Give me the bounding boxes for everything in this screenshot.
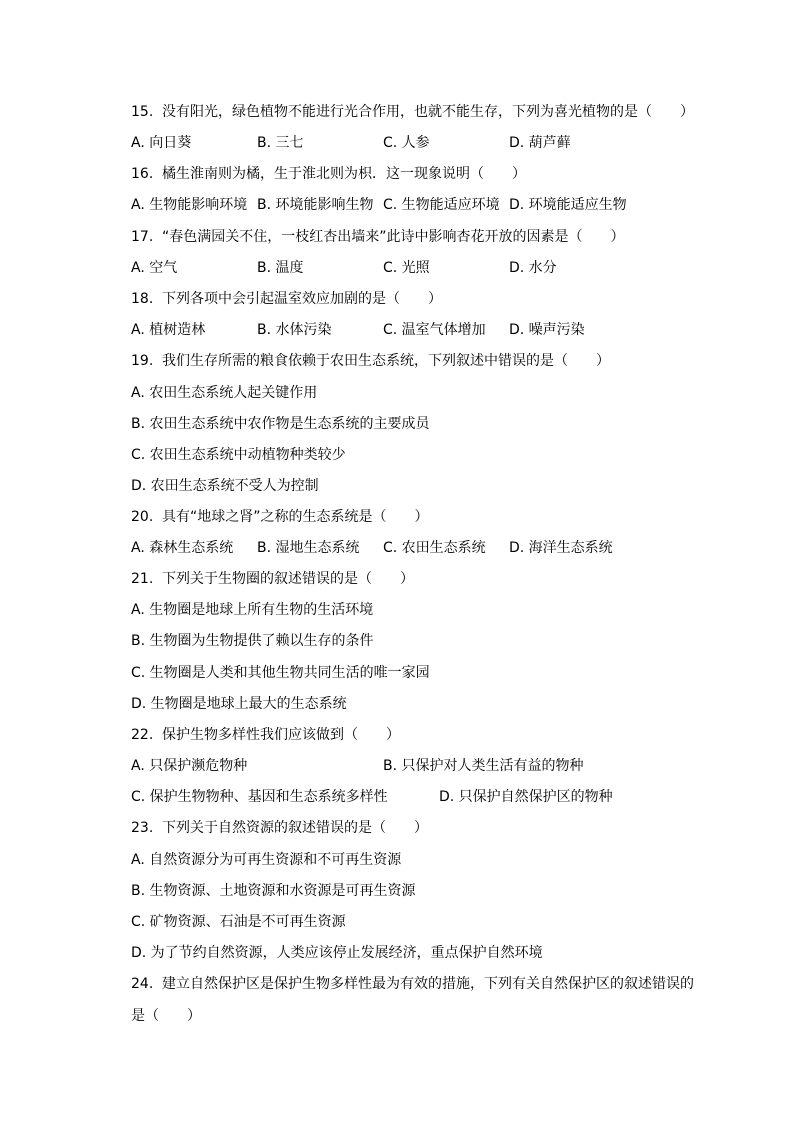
option-d: D. 环境能适应生物 xyxy=(509,197,627,213)
option-b: B. 三七 xyxy=(257,135,304,151)
option-c: C. 保护生物物种、基因和生态系统多样性 xyxy=(131,789,388,805)
question-22 xyxy=(131,725,400,745)
question-stem: 橘生淮南则为橘，生于淮北则为枳．这一现象说明（ ） xyxy=(162,166,526,182)
question-number: 16. xyxy=(131,166,154,182)
option-d: D. 噪声污染 xyxy=(509,322,585,338)
option-a: A. 生物圈是地球上所有生物的生活环境 xyxy=(131,602,374,618)
question-number: 18. xyxy=(131,291,154,307)
option-c: C. 农田生态系统中动植物种类较少 xyxy=(131,447,346,463)
question-stem: 下列关于自然资源的叙述错误的是（ ） xyxy=(162,820,428,836)
question-18 xyxy=(131,289,442,309)
option-b: B. 农田生态系统中农作物是生态系统的主要成员 xyxy=(131,416,430,432)
question-stem: “春色满园关不住，一枝红杏出墙来”此诗中影响杏花开放的因素是（ ） xyxy=(162,229,625,245)
question-16 xyxy=(131,164,526,184)
option-b: B. 水体污染 xyxy=(257,322,332,338)
question-stem: 具有“地球之肾”之称的生态系统是（ ） xyxy=(162,509,429,525)
option-d: D. 只保护自然保护区的物种 xyxy=(439,789,613,805)
question-15 xyxy=(131,102,694,122)
question-17 xyxy=(131,227,625,247)
option-b: B. 只保护对人类生活有益的物种 xyxy=(383,758,584,774)
option-a: A. 生物能影响环境 xyxy=(131,197,248,213)
option-c: C. 人参 xyxy=(383,135,430,151)
question-number: 15. xyxy=(131,104,154,120)
question-number: 24. xyxy=(131,976,154,992)
option-c: C. 温室气体增加 xyxy=(383,322,486,338)
option-d: D. 生物圈是地球上最大的生态系统 xyxy=(131,696,347,712)
option-a: A. 空气 xyxy=(131,260,178,276)
question-number: 22. xyxy=(131,727,154,743)
question-number: 17. xyxy=(131,229,154,245)
option-a: A. 自然资源分为可再生资源和不可再生资源 xyxy=(131,852,402,868)
option-b: B. 生物圈为生物提供了赖以生存的条件 xyxy=(131,633,374,649)
option-d: D. 葫芦藓 xyxy=(509,135,571,151)
option-b: B. 生物资源、土地资源和水资源是可再生资源 xyxy=(131,883,416,899)
question-stem: 建立自然保护区是保护生物多样性最为有效的措施，下列有关自然保护区的叙述错误的 xyxy=(162,976,694,992)
question-23 xyxy=(131,818,428,838)
option-a: A. 森林生态系统 xyxy=(131,540,234,556)
question-number: 20. xyxy=(131,509,154,525)
option-c: C. 光照 xyxy=(383,260,430,276)
question-stem-continuation: 是（ ） xyxy=(131,1008,201,1024)
question-stem: 下列关于生物圈的叙述错误的是（ ） xyxy=(162,571,414,587)
option-d: D. 水分 xyxy=(509,260,557,276)
option-b: B. 环境能影响生物 xyxy=(257,197,374,213)
question-number: 21. xyxy=(131,571,154,587)
question-19 xyxy=(131,351,610,371)
option-b: B. 湿地生态系统 xyxy=(257,540,360,556)
question-24 xyxy=(131,974,694,994)
option-c: C. 生物圈是人类和其他生物共同生活的唯一家园 xyxy=(131,665,430,681)
option-a: A. 只保护濒危物种 xyxy=(131,758,248,774)
option-a: A. 向日葵 xyxy=(131,135,192,151)
question-number: 23. xyxy=(131,820,154,836)
option-a: A. 农田生态系统人起关键作用 xyxy=(131,385,318,401)
option-c: C. 生物能适应环境 xyxy=(383,197,500,213)
question-20 xyxy=(131,507,429,527)
question-stem: 我们生存所需的粮食依赖于农田生态系统，下列叙述中错误的是（ ） xyxy=(162,353,610,369)
option-d: D. 为了节约自然资源，人类应该停止发展经济，重点保护自然环境 xyxy=(131,945,543,961)
option-b: B. 温度 xyxy=(257,260,304,276)
option-d: D. 海洋生态系统 xyxy=(509,540,613,556)
question-stem: 没有阳光，绿色植物不能进行光合作用，也就不能生存，下列为喜光植物的是（ ） xyxy=(162,104,694,120)
question-21 xyxy=(131,569,414,589)
question-stem: 保护生物多样性我们应该做到（ ） xyxy=(162,727,400,743)
option-d: D. 农田生态系统不受人为控制 xyxy=(131,478,319,494)
option-c: C. 农田生态系统 xyxy=(383,540,486,556)
question-number: 19. xyxy=(131,353,154,369)
option-c: C. 矿物资源、石油是不可再生资源 xyxy=(131,914,346,930)
option-a: A. 植树造林 xyxy=(131,322,206,338)
question-stem: 下列各项中会引起温室效应加剧的是（ ） xyxy=(162,291,442,307)
